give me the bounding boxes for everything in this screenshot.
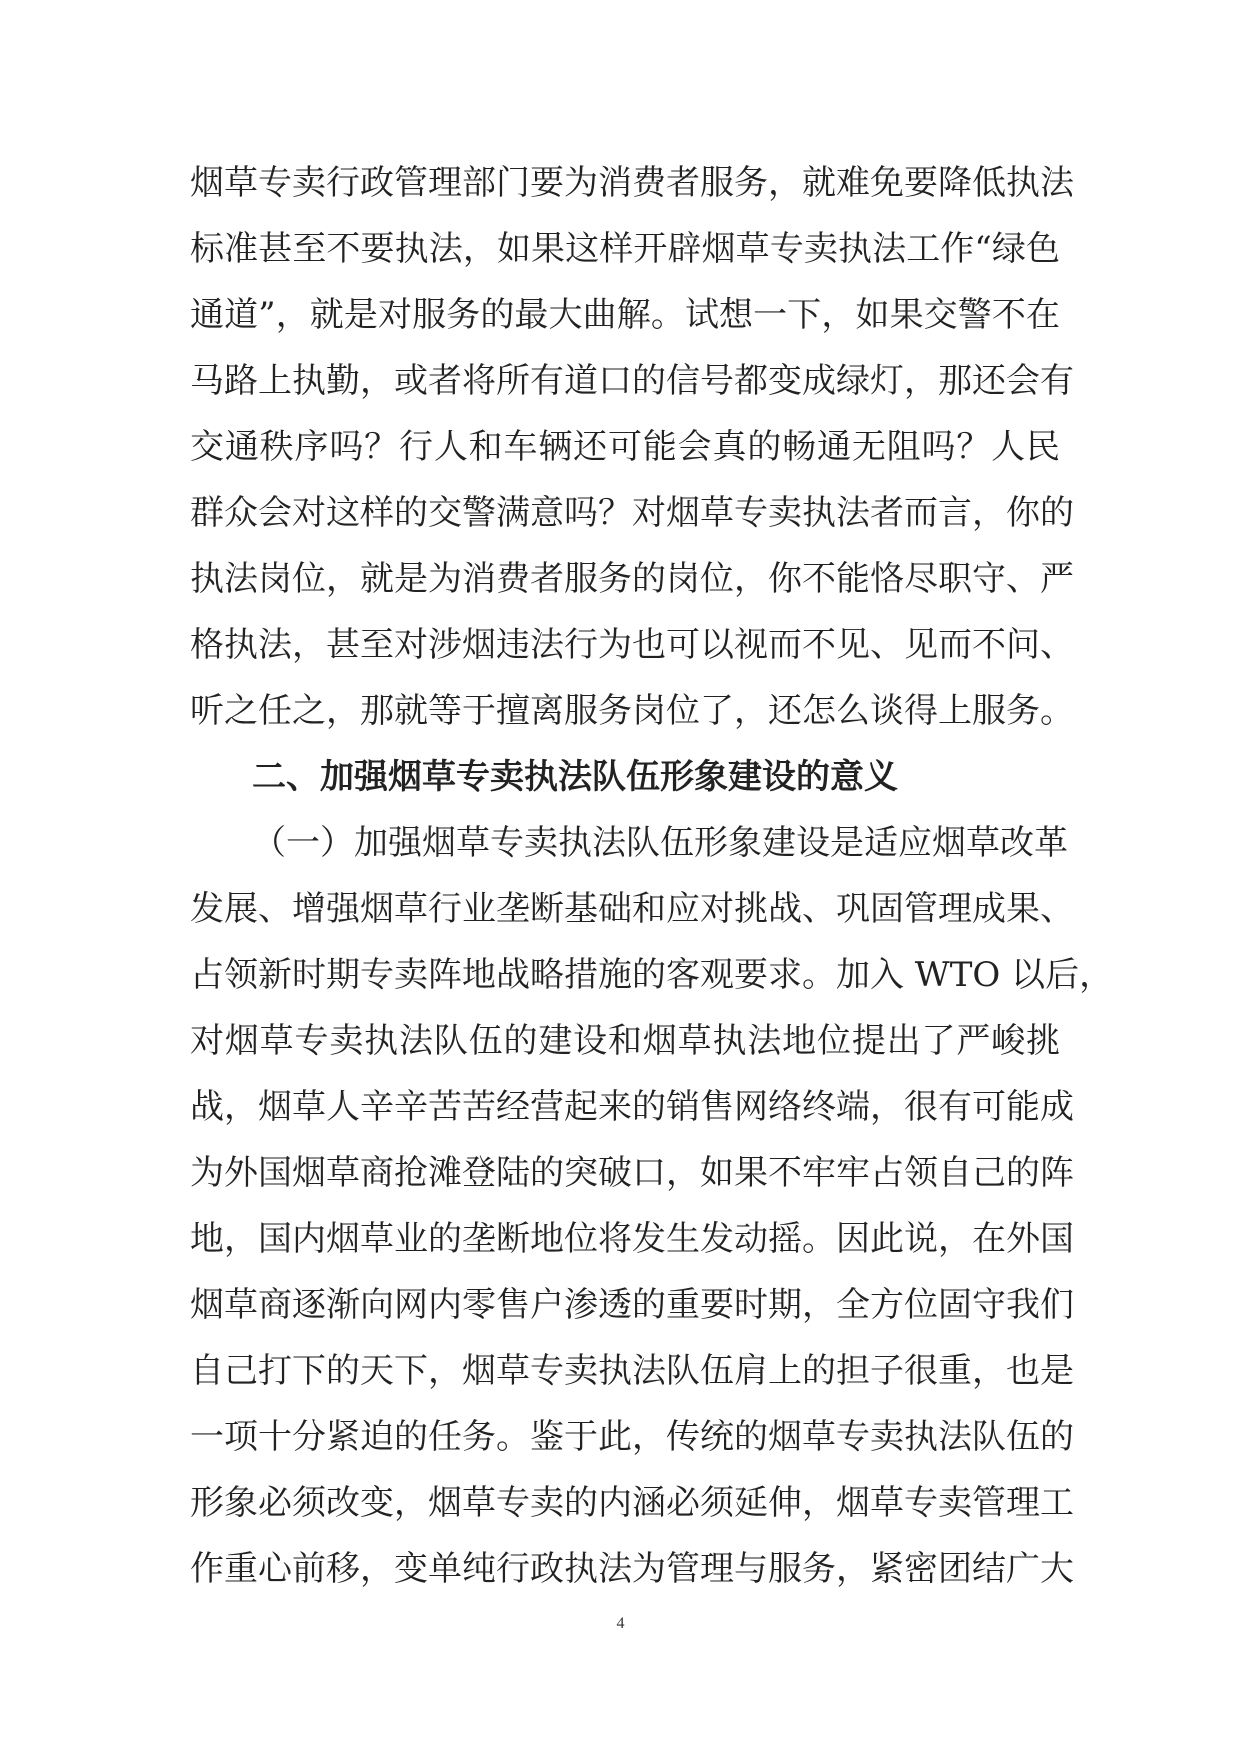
- text-line: 格执法，甚至对涉烟违法行为也可以视而不见、见而不问、: [190, 625, 1074, 665]
- text-line: 自己打下的天下，烟草专卖执法队伍肩上的担子很重，也是: [190, 1351, 1074, 1391]
- text-line: 战，烟草人辛辛苦苦经营起来的销售网络终端，很有可能成: [190, 1087, 1074, 1127]
- text-line: 标准甚至不要执法，如果这样开辟烟草专卖执法工作“绿色: [190, 229, 1060, 269]
- text-line: （一）加强烟草专卖执法队伍形象建设是适应烟草改革: [252, 823, 1068, 863]
- text-line: 占领新时期专卖阵地战略措施的客观要求。加入 WTO 以后，: [190, 955, 1114, 995]
- text-line: 通道”，就是对服务的最大曲解。试想一下，如果交警不在: [190, 295, 1060, 335]
- text-line: 烟草专卖行政管理部门要为消费者服务，就难免要降低执法: [190, 163, 1074, 203]
- body-text: [190, 150, 1114, 1602]
- section-heading: 二、加强烟草专卖执法队伍形象建设的意义: [252, 757, 898, 797]
- text-line: 执法岗位，就是为消费者服务的岗位，你不能恪尽职守、严: [190, 559, 1074, 599]
- text-line: 对烟草专卖执法队伍的建设和烟草执法地位提出了严峻挑: [190, 1021, 1060, 1061]
- text-line: 马路上执勤，或者将所有道口的信号都变成绿灯，那还会有: [190, 361, 1074, 401]
- text-line: 发展、增强烟草行业垄断基础和应对挑战、巩固管理成果、: [190, 889, 1074, 929]
- text-line: 形象必须改变，烟草专卖的内涵必须延伸，烟草专卖管理工: [190, 1483, 1074, 1523]
- page-number: 4: [616, 1615, 625, 1632]
- text-line: 听之任之，那就等于擅离服务岗位了，还怎么谈得上服务。: [190, 691, 1074, 731]
- text-line: 作重心前移，变单纯行政执法为管理与服务，紧密团结广大: [190, 1549, 1074, 1589]
- text-line: 交通秩序吗？行人和车辆还可能会真的畅通无阻吗？人民: [190, 427, 1060, 467]
- text-line: 为外国烟草商抢滩登陆的突破口，如果不牢牢占领自己的阵: [190, 1153, 1074, 1193]
- text-line: 烟草商逐渐向网内零售户渗透的重要时期，全方位固守我们: [190, 1285, 1074, 1325]
- text-line: 一项十分紧迫的任务。鉴于此，传统的烟草专卖执法队伍的: [190, 1417, 1074, 1457]
- text-line: 群众会对这样的交警满意吗？对烟草专卖执法者而言，你的: [190, 493, 1074, 533]
- text-line: 地，国内烟草业的垄断地位将发生发动摇。因此说，在外国: [190, 1219, 1074, 1259]
